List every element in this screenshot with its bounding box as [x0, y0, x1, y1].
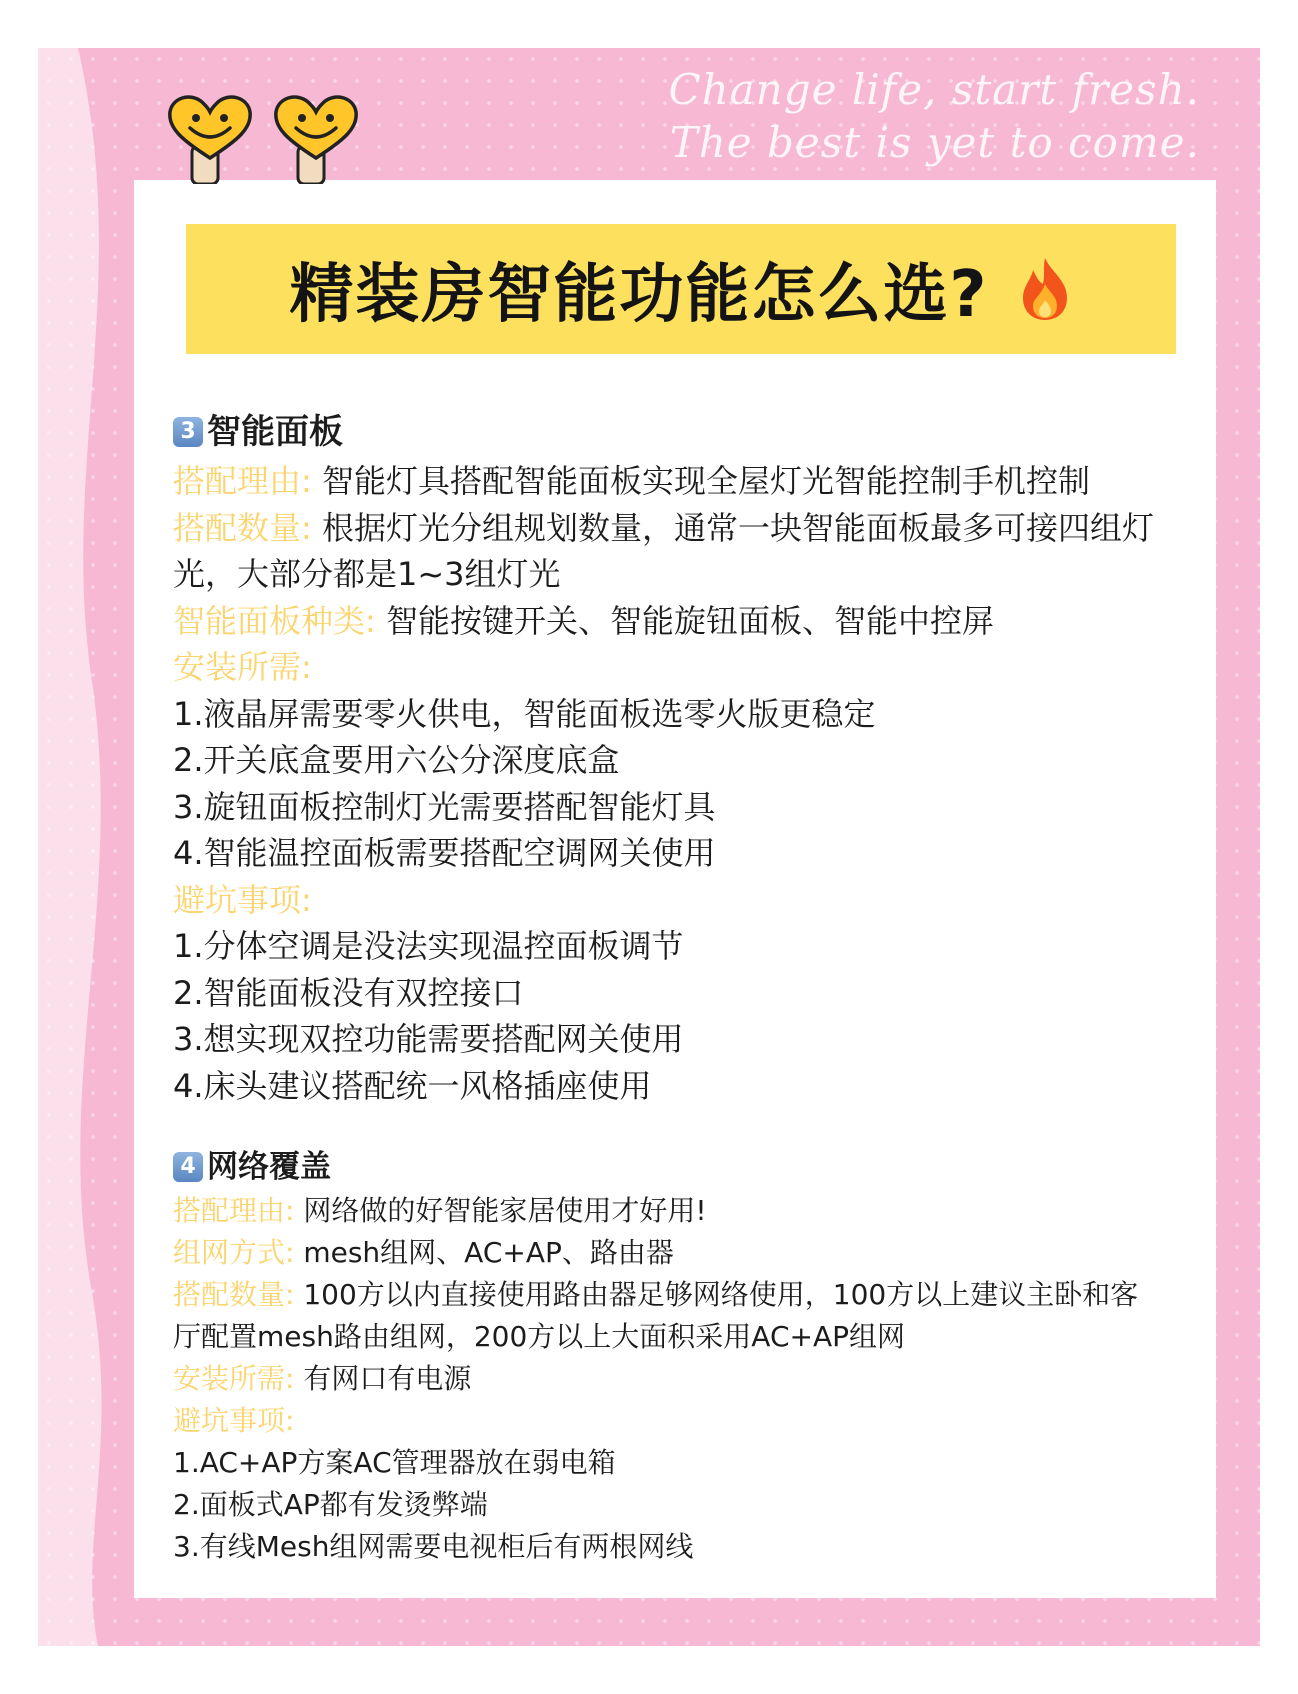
- section-network: [173, 1144, 1213, 1568]
- field-value: 根据灯光分组规划数量，通常一块智能面板最多可接四组灯: [321, 508, 1154, 547]
- field-label: 搭配数量:: [173, 1278, 295, 1311]
- quantity-row: [173, 1274, 1213, 1316]
- method-row: [173, 1232, 1213, 1274]
- list-item: 1.分体空调是没法实现温控面板调节: [173, 927, 684, 965]
- list-item: 2.面板式AP都有发烫弊端: [173, 1488, 488, 1521]
- list-item: 1.AC+AP方案AC管理器放在弱电箱: [173, 1446, 616, 1479]
- reason-row: [173, 1190, 1213, 1232]
- install-label: 安装所需:: [173, 648, 312, 686]
- pitfalls-label: 避坑事项:: [173, 1404, 295, 1437]
- section-smart-panel: [173, 406, 1213, 1109]
- install-row: [173, 1358, 1213, 1400]
- field-label: 搭配理由:: [173, 1194, 295, 1227]
- article-content: [173, 406, 1213, 1568]
- field-value: 网络做的好智能家居使用才好用!: [303, 1194, 707, 1227]
- slogan-line-1: Change life, start fresh.: [668, 65, 1200, 114]
- smiley-heart-icon: [162, 88, 258, 184]
- white-wave-decoration: [38, 48, 148, 1646]
- field-value: mesh组网、AC+AP、路由器: [303, 1236, 674, 1269]
- slogan-line-2: The best is yet to come.: [669, 118, 1200, 167]
- quantity-row-cont: 厅配置mesh路由组网，200方以上大面积采用AC+AP组网: [173, 1320, 905, 1353]
- section-title: 智能面板: [207, 412, 343, 452]
- keycap-number-icon: 4: [173, 1152, 203, 1182]
- section-heading: [173, 406, 1213, 458]
- list-item: 4.床头建议搭配统一风格插座使用: [173, 1066, 652, 1105]
- types-row: [173, 598, 1213, 645]
- field-value: 智能按键开关、智能旋钮面板、智能中控屏: [385, 601, 994, 640]
- smiley-heart-icon: [268, 88, 364, 184]
- quantity-row-cont: 光，大部分都是1~3组灯光: [173, 555, 561, 593]
- list-item: 2.开关底盒要用六公分深度底盒: [173, 741, 620, 779]
- section-heading: [173, 1144, 1213, 1190]
- fire-icon: [1017, 256, 1073, 322]
- quantity-row: [173, 505, 1213, 552]
- list-item: 1.液晶屏需要零火供电，智能面板选零火版更稳定: [173, 694, 876, 733]
- list-item: 3.想实现双控功能需要搭配网关使用: [173, 1020, 684, 1058]
- field-value: 有网口有电源: [303, 1362, 472, 1395]
- section-spacer: [173, 1109, 1213, 1144]
- list-item: 4.智能温控面板需要搭配空调网关使用: [173, 834, 716, 872]
- field-value: 100方以内直接使用路由器足够网络使用，100方以上建议主卧和客: [303, 1278, 1139, 1311]
- field-label: 搭配数量:: [173, 508, 312, 547]
- field-value: 智能灯具搭配智能面板实现全屋灯光智能控制手机控制: [321, 462, 1090, 500]
- field-label: 智能面板种类:: [173, 601, 376, 640]
- list-item: 3.有线Mesh组网需要电视柜后有两根网线: [173, 1530, 694, 1563]
- field-label: 组网方式:: [173, 1236, 295, 1269]
- pitfalls-label: 避坑事项:: [173, 880, 312, 919]
- keycap-number-icon: 3: [173, 417, 203, 447]
- field-label: 搭配理由:: [173, 462, 312, 500]
- title-banner: [186, 224, 1176, 354]
- page-title: 精装房智能功能怎么选?: [289, 258, 989, 332]
- section-title: 网络覆盖: [207, 1149, 331, 1185]
- list-item: 2.智能面板没有双控接口: [173, 973, 524, 1012]
- field-label: 安装所需:: [173, 1362, 295, 1395]
- list-item: 3.旋钮面板控制灯光需要搭配智能灯具: [173, 787, 716, 826]
- reason-row: [173, 458, 1213, 505]
